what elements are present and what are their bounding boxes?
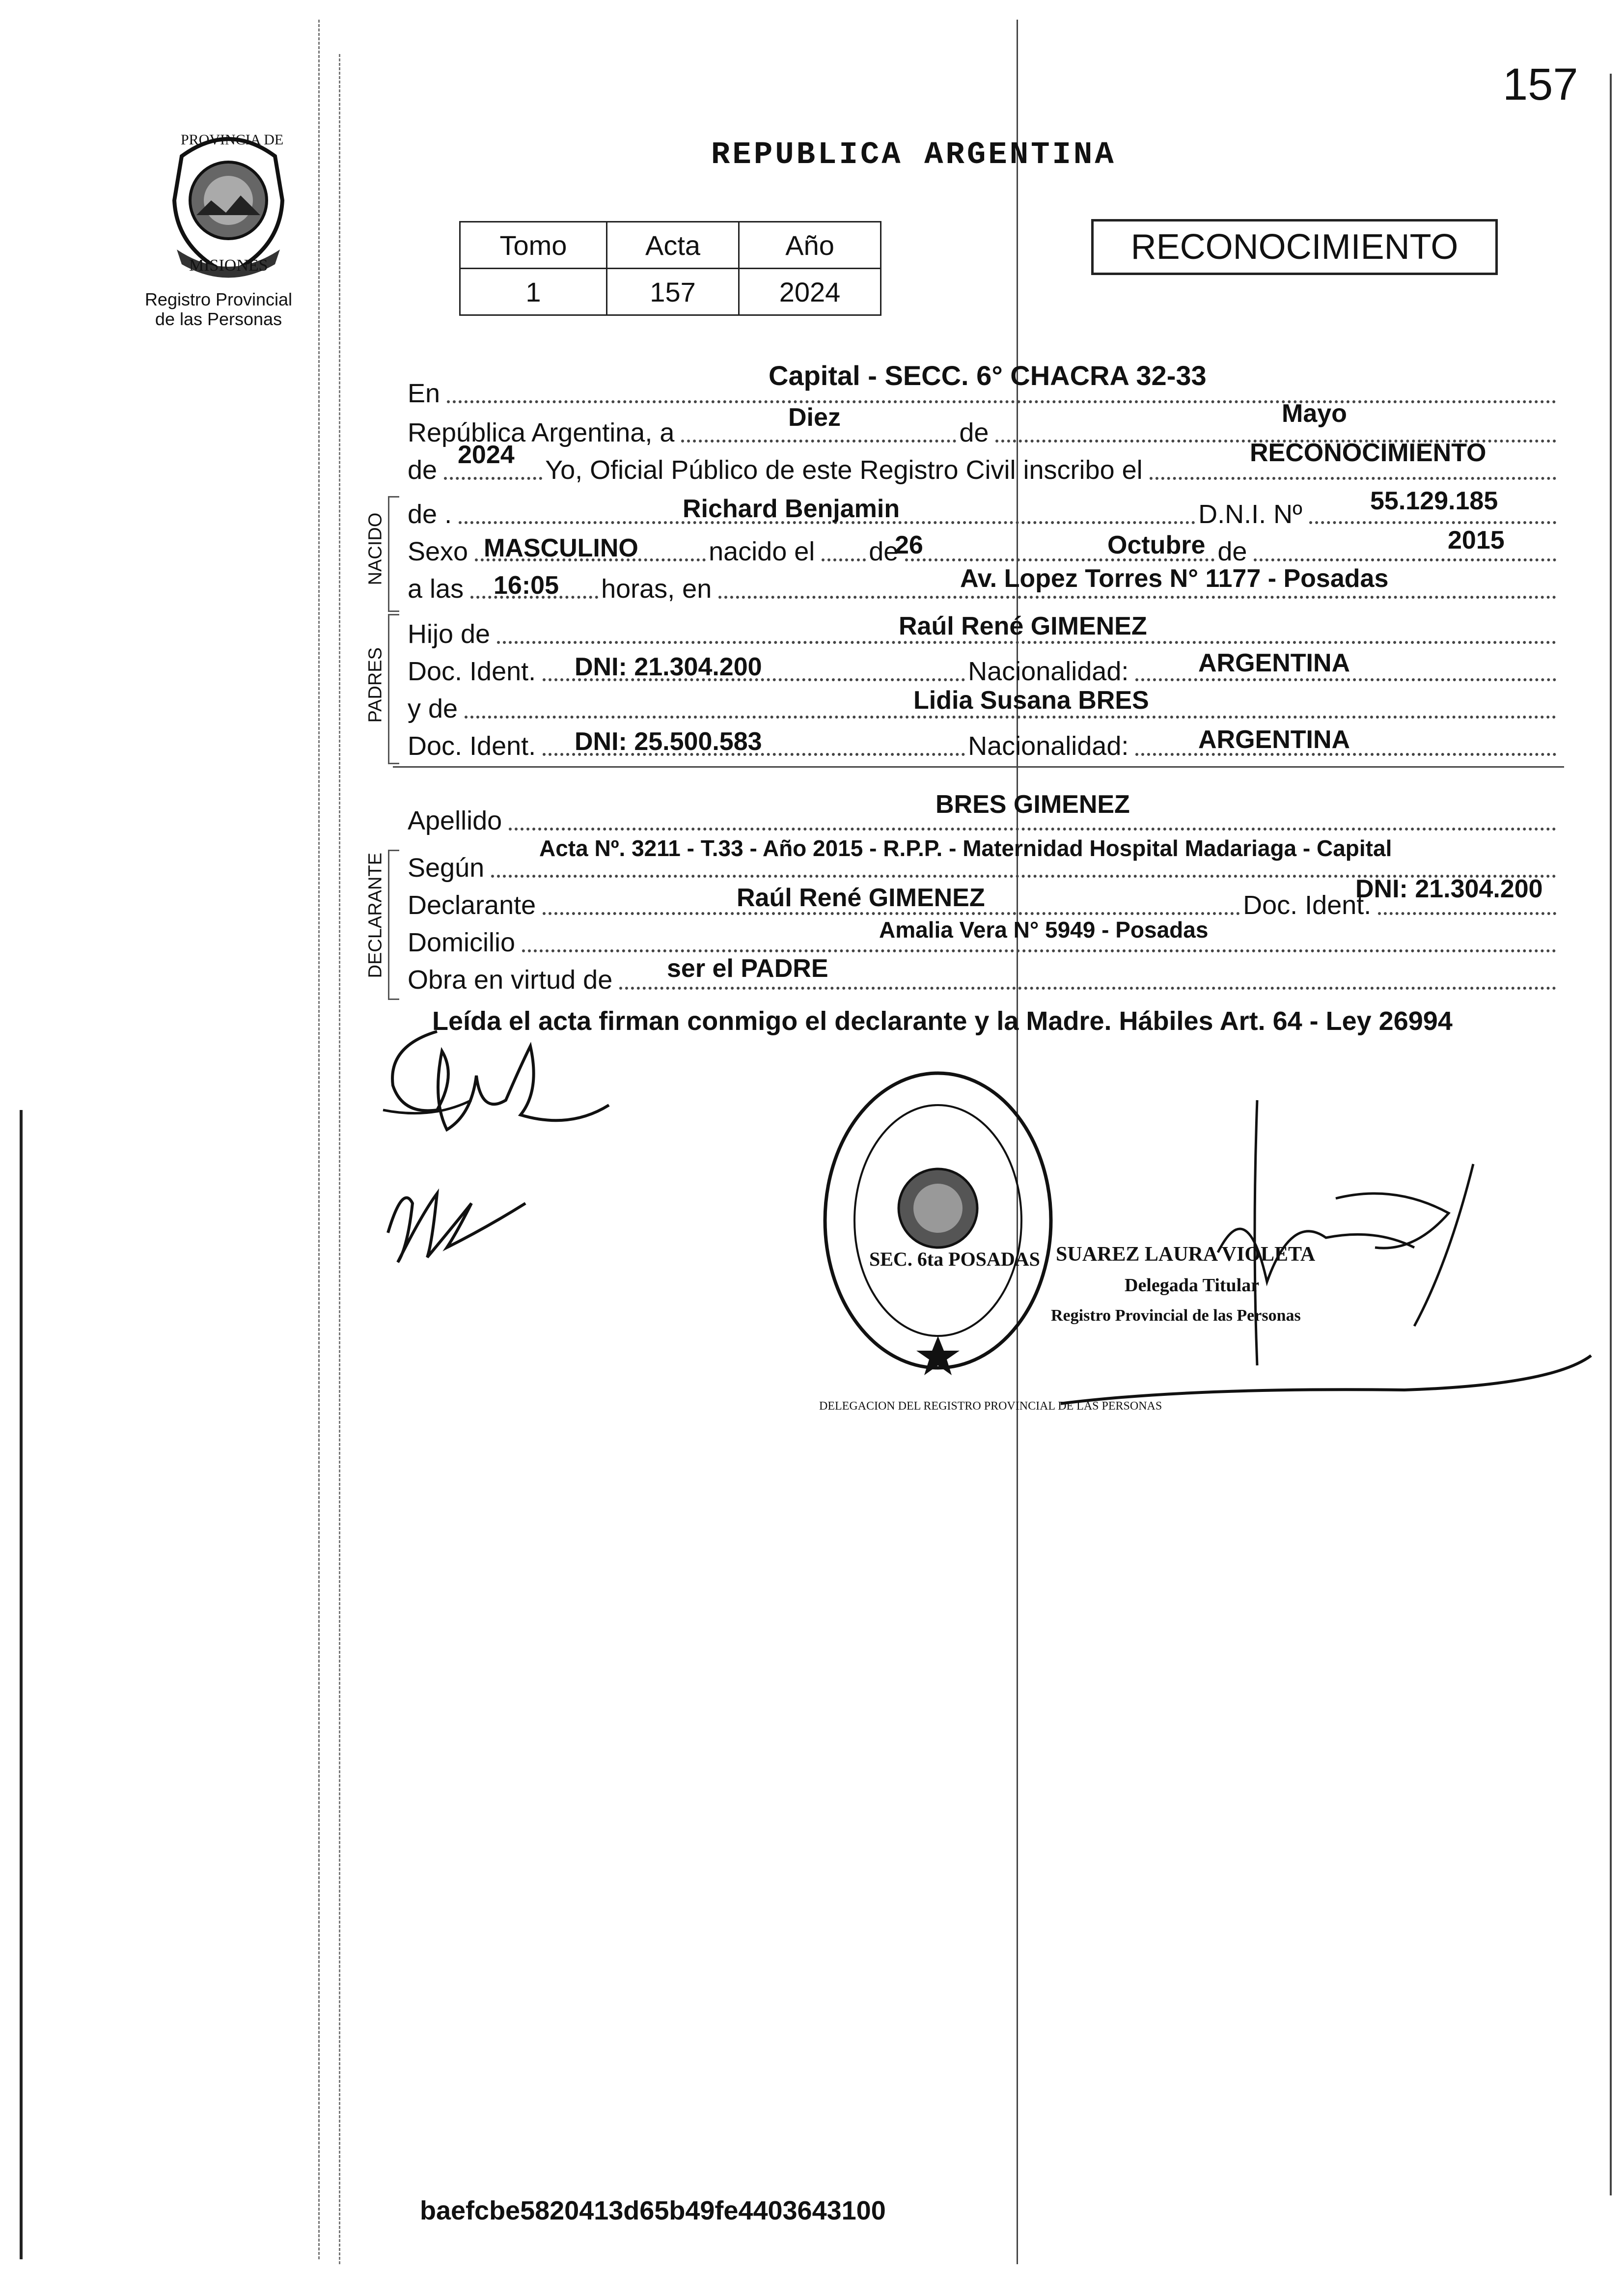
label-de-mes-nac: de: [869, 537, 899, 566]
label-de-nombre: de .: [408, 499, 452, 529]
label-nacido-el: nacido el: [709, 537, 815, 566]
label-de-mes: de: [959, 418, 989, 447]
signature-madre-icon: [378, 1174, 535, 1272]
org-name: [133, 290, 304, 329]
value-madre: Lidia Susana BRES: [913, 686, 1149, 715]
stamp-ring-text: DELEGACION DEL REGISTRO PROVINCIAL DE LAS PERSONAS: [819, 1400, 1162, 1413]
value-dia-nac: 26: [895, 531, 923, 559]
value-lugar-nac: Av. Lopez Torres N° 1177 - Posadas: [960, 564, 1389, 593]
value-dni-nacido: 55.129.185: [1370, 487, 1498, 515]
value-dni-madre: DNI: 25.500.583: [575, 727, 762, 756]
org-name-line2: de las Personas: [155, 309, 282, 329]
value-declarante: Raúl René GIMENEZ: [737, 884, 985, 912]
stamp-inner-text: SEC. 6ta POSADAS: [869, 1248, 1040, 1270]
label-nacionalidad-2: Nacionalidad:: [968, 731, 1129, 761]
margin-dashed-line: [339, 54, 340, 2264]
registry-table-header-row: [460, 222, 881, 269]
value-domicilio: Amalia Vera N° 5949 - Posadas: [879, 917, 1209, 943]
seal-bottom-text: MISIONES: [189, 256, 268, 275]
label-declarante: Declarante: [408, 890, 536, 920]
document-hash: baefcbe5820413d65b49fe4403643100: [420, 2196, 886, 2225]
margin-dashed-line: [318, 20, 320, 2259]
official-office: Registro Provincial de las Personas: [1051, 1306, 1301, 1325]
value-hora: 16:05: [494, 571, 559, 600]
official-stamp-icon: [815, 1061, 1061, 1380]
document-title: REPUBLICA ARGENTINA: [711, 138, 1116, 173]
value-nac-padre: ARGENTINA: [1198, 649, 1350, 677]
value-obra: ser el PADRE: [667, 954, 828, 983]
label-nacionalidad: Nacionalidad:: [968, 657, 1129, 686]
value-dni-padre: DNI: 21.304.200: [575, 653, 762, 681]
right-edge-line: [1610, 74, 1612, 2195]
label-yo: Yo, Oficial Público de este Registro Civil inscribo el: [545, 455, 1143, 485]
row-obra: [408, 965, 1559, 995]
act-type-box: RECONOCIMIENTO: [1091, 219, 1498, 275]
label-doc-ident-2: Doc. Ident.: [408, 731, 536, 761]
official-name: SUAREZ LAURA VIOLETA: [1056, 1243, 1316, 1266]
label-de-anio: de: [408, 455, 438, 485]
value-dia: Diez: [788, 403, 841, 432]
label-a-las: a las: [408, 574, 464, 604]
label-doc-ident: Doc. Ident.: [408, 657, 536, 686]
signature-declarante-icon: [373, 1017, 629, 1154]
side-label-padres: PADRES: [365, 647, 386, 723]
label-de-anio-nac: de: [1217, 537, 1247, 566]
label-republica: República Argentina, a: [408, 418, 675, 447]
label-dni: D.N.I. Nº: [1198, 499, 1302, 529]
left-edge-line: [20, 1110, 23, 2259]
org-name-line1: Registro Provincial: [144, 289, 293, 309]
label-horas-en: horas, en: [601, 574, 712, 604]
header-anio: Año: [739, 222, 881, 269]
label-doc-ident-3: Doc. Ident.: [1243, 890, 1372, 920]
value-mes: Mayo: [1282, 399, 1347, 428]
label-sexo: Sexo: [408, 537, 468, 566]
value-dni-declarante: DNI: 21.304.200: [1355, 875, 1543, 903]
value-sexo: MASCULINO: [484, 534, 638, 562]
label-domicilio: Domicilio: [408, 928, 516, 957]
label-segun: Según: [408, 853, 485, 883]
value-tomo: 1: [460, 269, 607, 315]
label-apellido: Apellido: [408, 806, 502, 835]
registry-table-value-row: [460, 269, 881, 315]
label-y-de: y de: [408, 694, 458, 723]
registry-table: [459, 221, 881, 316]
header-acta: Acta: [606, 222, 739, 269]
page-number: 157: [1503, 59, 1578, 110]
side-label-nacido: NACIDO: [365, 512, 386, 585]
value-mes-nac: Octubre: [1107, 531, 1206, 559]
side-label-declarante: DECLARANTE: [365, 853, 386, 978]
value-nombre: Richard Benjamin: [683, 495, 900, 523]
label-hijo-de: Hijo de: [408, 619, 491, 649]
value-segun: Acta Nº. 3211 - T.33 - Año 2015 - R.P.P. - Maternidad Hospital Madariaga - Capital: [539, 835, 1392, 861]
value-apellido: BRES GIMENEZ: [936, 790, 1130, 819]
seal-top-text: PROVINCIA DE: [181, 132, 284, 148]
value-padre: Raúl René GIMENEZ: [899, 612, 1147, 640]
value-nac-madre: ARGENTINA: [1198, 725, 1350, 754]
value-anio: 2024: [739, 269, 881, 315]
label-en: En: [408, 379, 440, 408]
header-tomo: Tomo: [460, 222, 607, 269]
closing-text: Leída el acta firman conmigo el declarante y la Madre. Hábiles Art. 64 - Ley 26994: [432, 1006, 1453, 1036]
signature-official-icon: [1061, 1090, 1601, 1444]
value-tipo-inscripcion: RECONOCIMIENTO: [1250, 439, 1486, 467]
label-obra: Obra en virtud de: [408, 965, 613, 995]
value-lugar: Capital - SECC. 6° CHACRA 32-33: [769, 360, 1207, 391]
value-acta: 157: [606, 269, 739, 315]
value-anio-nac: 2015: [1448, 526, 1505, 555]
official-role: Delegada Titular: [1125, 1275, 1260, 1296]
value-anio: 2024: [458, 441, 515, 469]
